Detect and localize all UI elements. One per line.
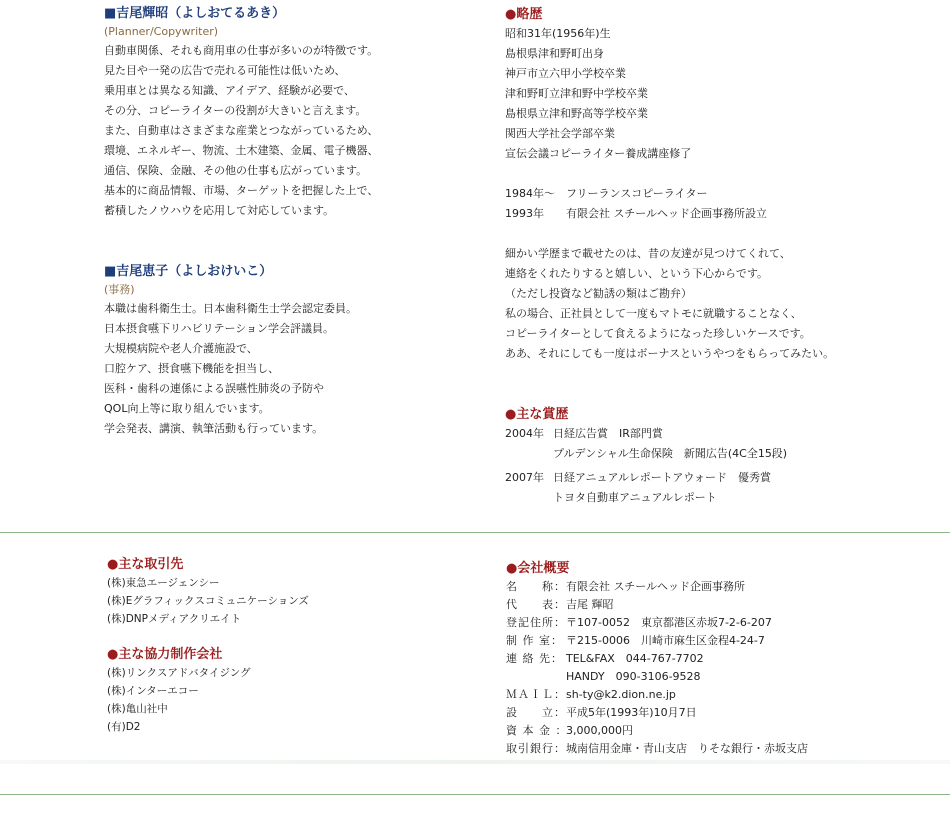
company-row (506, 686, 808, 704)
partner-item: (株)亀山社中 (107, 703, 168, 715)
company-key: 取引銀行： (506, 742, 566, 755)
company-row (506, 668, 808, 686)
company-value: 〒107-0052 東京都港区赤坂7-2-6-207 (566, 616, 772, 629)
profile-line: 大規模病院や老人介護施設で、 (104, 342, 258, 355)
company-row (506, 596, 808, 614)
profile-line: 見た目や一発の広告で売れる可能性は低いため、 (104, 64, 346, 77)
profile-line: 環境、エネルギー、物流、土木建築、金属、電子機器、 (104, 144, 379, 157)
company-key: 連 絡 先： (506, 652, 563, 665)
partner-item: (株)リンクスアドバタイジング (107, 667, 251, 679)
career-item: 1984年〜 フリーランスコピーライター (505, 187, 708, 200)
company-row (506, 578, 808, 596)
history-item: 島根県立津和野高等学校卒業 (505, 107, 648, 120)
company-value: 3,000,000円 (566, 724, 633, 737)
history-item: 昭和31年(1956年)生 (505, 27, 611, 40)
award-year: 2007年 (505, 471, 544, 484)
history-item: 津和野町立津和野中学校卒業 (505, 87, 648, 100)
company-row (506, 614, 808, 632)
clients-section (107, 556, 309, 628)
profile-role: (Planner/Copywriter) (104, 25, 219, 38)
company-row (506, 650, 808, 668)
profile-line: 乗用車とは異なる知識、アイデア、経験が必要で、 (104, 84, 355, 97)
company-value: 平成5年(1993年)10月7日 (566, 706, 697, 719)
partner-item: (株)インターエコー (107, 685, 199, 697)
profile-keiko (104, 263, 357, 439)
partner-item: (有)D2 (107, 721, 141, 733)
history-note: 細かい学歴まで載せたのは、昔の友達が見つけてくれて、 (505, 247, 791, 260)
company-section (506, 560, 808, 758)
history-note: コピーライターとして食えるようになった珍しいケースです。 (505, 327, 811, 340)
profile-role: (事務) (104, 283, 135, 296)
award-name: 日経広告賞 IR部門賞 (553, 427, 663, 440)
company-value: HANDY 090-3106-9528 (566, 670, 701, 683)
company-email[interactable]: sh-ty@k2.dion.ne.jp (566, 688, 676, 701)
history-note: 連絡をくれたりすると嬉しい、という下心からです。 (505, 267, 769, 280)
company-key: 登記住所： (506, 616, 566, 629)
company-row (506, 722, 808, 740)
history-note: 私の場合、正社員として一度もマトモに就職することなく、 (505, 307, 802, 320)
profile-line: 口腔ケア、摂食嚥下機能を担当し、 (104, 362, 280, 375)
profile-line: 学会発表、講演、執筆活動も行っています。 (104, 422, 324, 435)
client-item: (株)Eグラフィックスコミュニケーションズ (107, 595, 309, 607)
history-item: 関西大学社会学部卒業 (505, 127, 615, 140)
award-detail: プルデンシャル生命保険 新聞広告(4C全15段) (553, 447, 788, 460)
award-entry (505, 468, 787, 488)
client-item: (株)東急エージェンシー (107, 577, 220, 589)
profile-line: また、自動車はさまざまな産業とつながっているため、 (104, 124, 379, 137)
history-note: （ただし投資など勧誘の類はご勘弁） (505, 287, 692, 300)
history-section (505, 6, 834, 364)
profile-name: ■吉尾恵子（よしおけいこ） (104, 264, 273, 279)
clients-title: ●主な取引先 (107, 557, 184, 572)
history-item: 宣伝会議コピーライター養成講座修了 (505, 147, 692, 160)
company-key: 代 表： (506, 598, 566, 611)
company-row (506, 740, 808, 758)
profile-teruaki (104, 5, 379, 221)
company-value: 吉尾 輝昭 (566, 598, 614, 611)
awards-title: ●主な賞歴 (505, 407, 569, 422)
section-shadow (0, 760, 950, 764)
company-row (506, 704, 808, 722)
client-item: (株)DNPメディアクリエイト (107, 613, 242, 625)
company-key: 名 称： (506, 580, 566, 593)
profile-line: 自動車関係、それも商用車の仕事が多いのが特徴です。 (104, 44, 379, 57)
partners-section (107, 646, 251, 736)
career-item: 1993年 有限会社 スチールヘッド企画事務所設立 (505, 207, 768, 220)
company-title: ●会社概要 (506, 561, 570, 576)
profile-line: 基本的に商品情報、市場、ターゲットを把握した上で、 (104, 184, 379, 197)
section-divider (0, 532, 950, 533)
history-note: ああ、それにしても一度はボーナスというやつをもらってみたい。 (505, 347, 835, 360)
company-key (506, 668, 566, 686)
history-item: 島根県津和野町出身 (505, 47, 604, 60)
company-key: 資 本 金 ： (506, 724, 568, 737)
company-row (506, 632, 808, 650)
awards-section (505, 406, 787, 508)
footer-divider (0, 794, 950, 795)
company-value: 有限会社 スチールヘッド企画事務所 (566, 580, 746, 593)
profile-line: 日本摂食嚥下リハビリテーション学会評議員。 (104, 322, 335, 335)
company-key: 制 作 室： (506, 634, 563, 647)
profile-line: 通信、保険、金融、その他の仕事も広がっています。 (104, 164, 368, 177)
company-value: TEL&FAX 044-767-7702 (566, 652, 704, 665)
company-value: 城南信用金庫・青山支店 りそな銀行・赤坂支店 (566, 742, 808, 755)
award-detail: トヨタ自動車アニュアルレポート (553, 491, 717, 504)
profile-line: 蓄積したノウハウを応用して対応しています。 (104, 204, 335, 217)
company-key: 設 立： (506, 706, 566, 719)
award-entry (505, 424, 787, 444)
history-title: ●略歴 (505, 7, 543, 22)
award-name: 日経アニュアルレポートアウォード 優秀賞 (553, 471, 771, 484)
profile-line: その分、コピーライターの役割が大きいと言えます。 (104, 104, 367, 117)
company-key: ＭＡＩＬ： (506, 688, 566, 701)
history-item: 神戸市立六甲小学校卒業 (505, 67, 626, 80)
award-year: 2004年 (505, 427, 544, 440)
partners-title: ●主な協力制作会社 (107, 647, 223, 662)
profile-line: 本職は歯科衛生士。日本歯科衛生士学会認定委員。 (104, 302, 357, 315)
company-value: 〒215-0006 川崎市麻生区金程4-24-7 (566, 634, 765, 647)
profile-name: ■吉尾輝昭（よしおてるあき） (104, 6, 286, 21)
profile-line: 医科・歯科の連係による誤嚥性肺炎の予防や (104, 382, 324, 395)
profile-line: QOL向上等に取り組んでいます。 (104, 402, 270, 415)
